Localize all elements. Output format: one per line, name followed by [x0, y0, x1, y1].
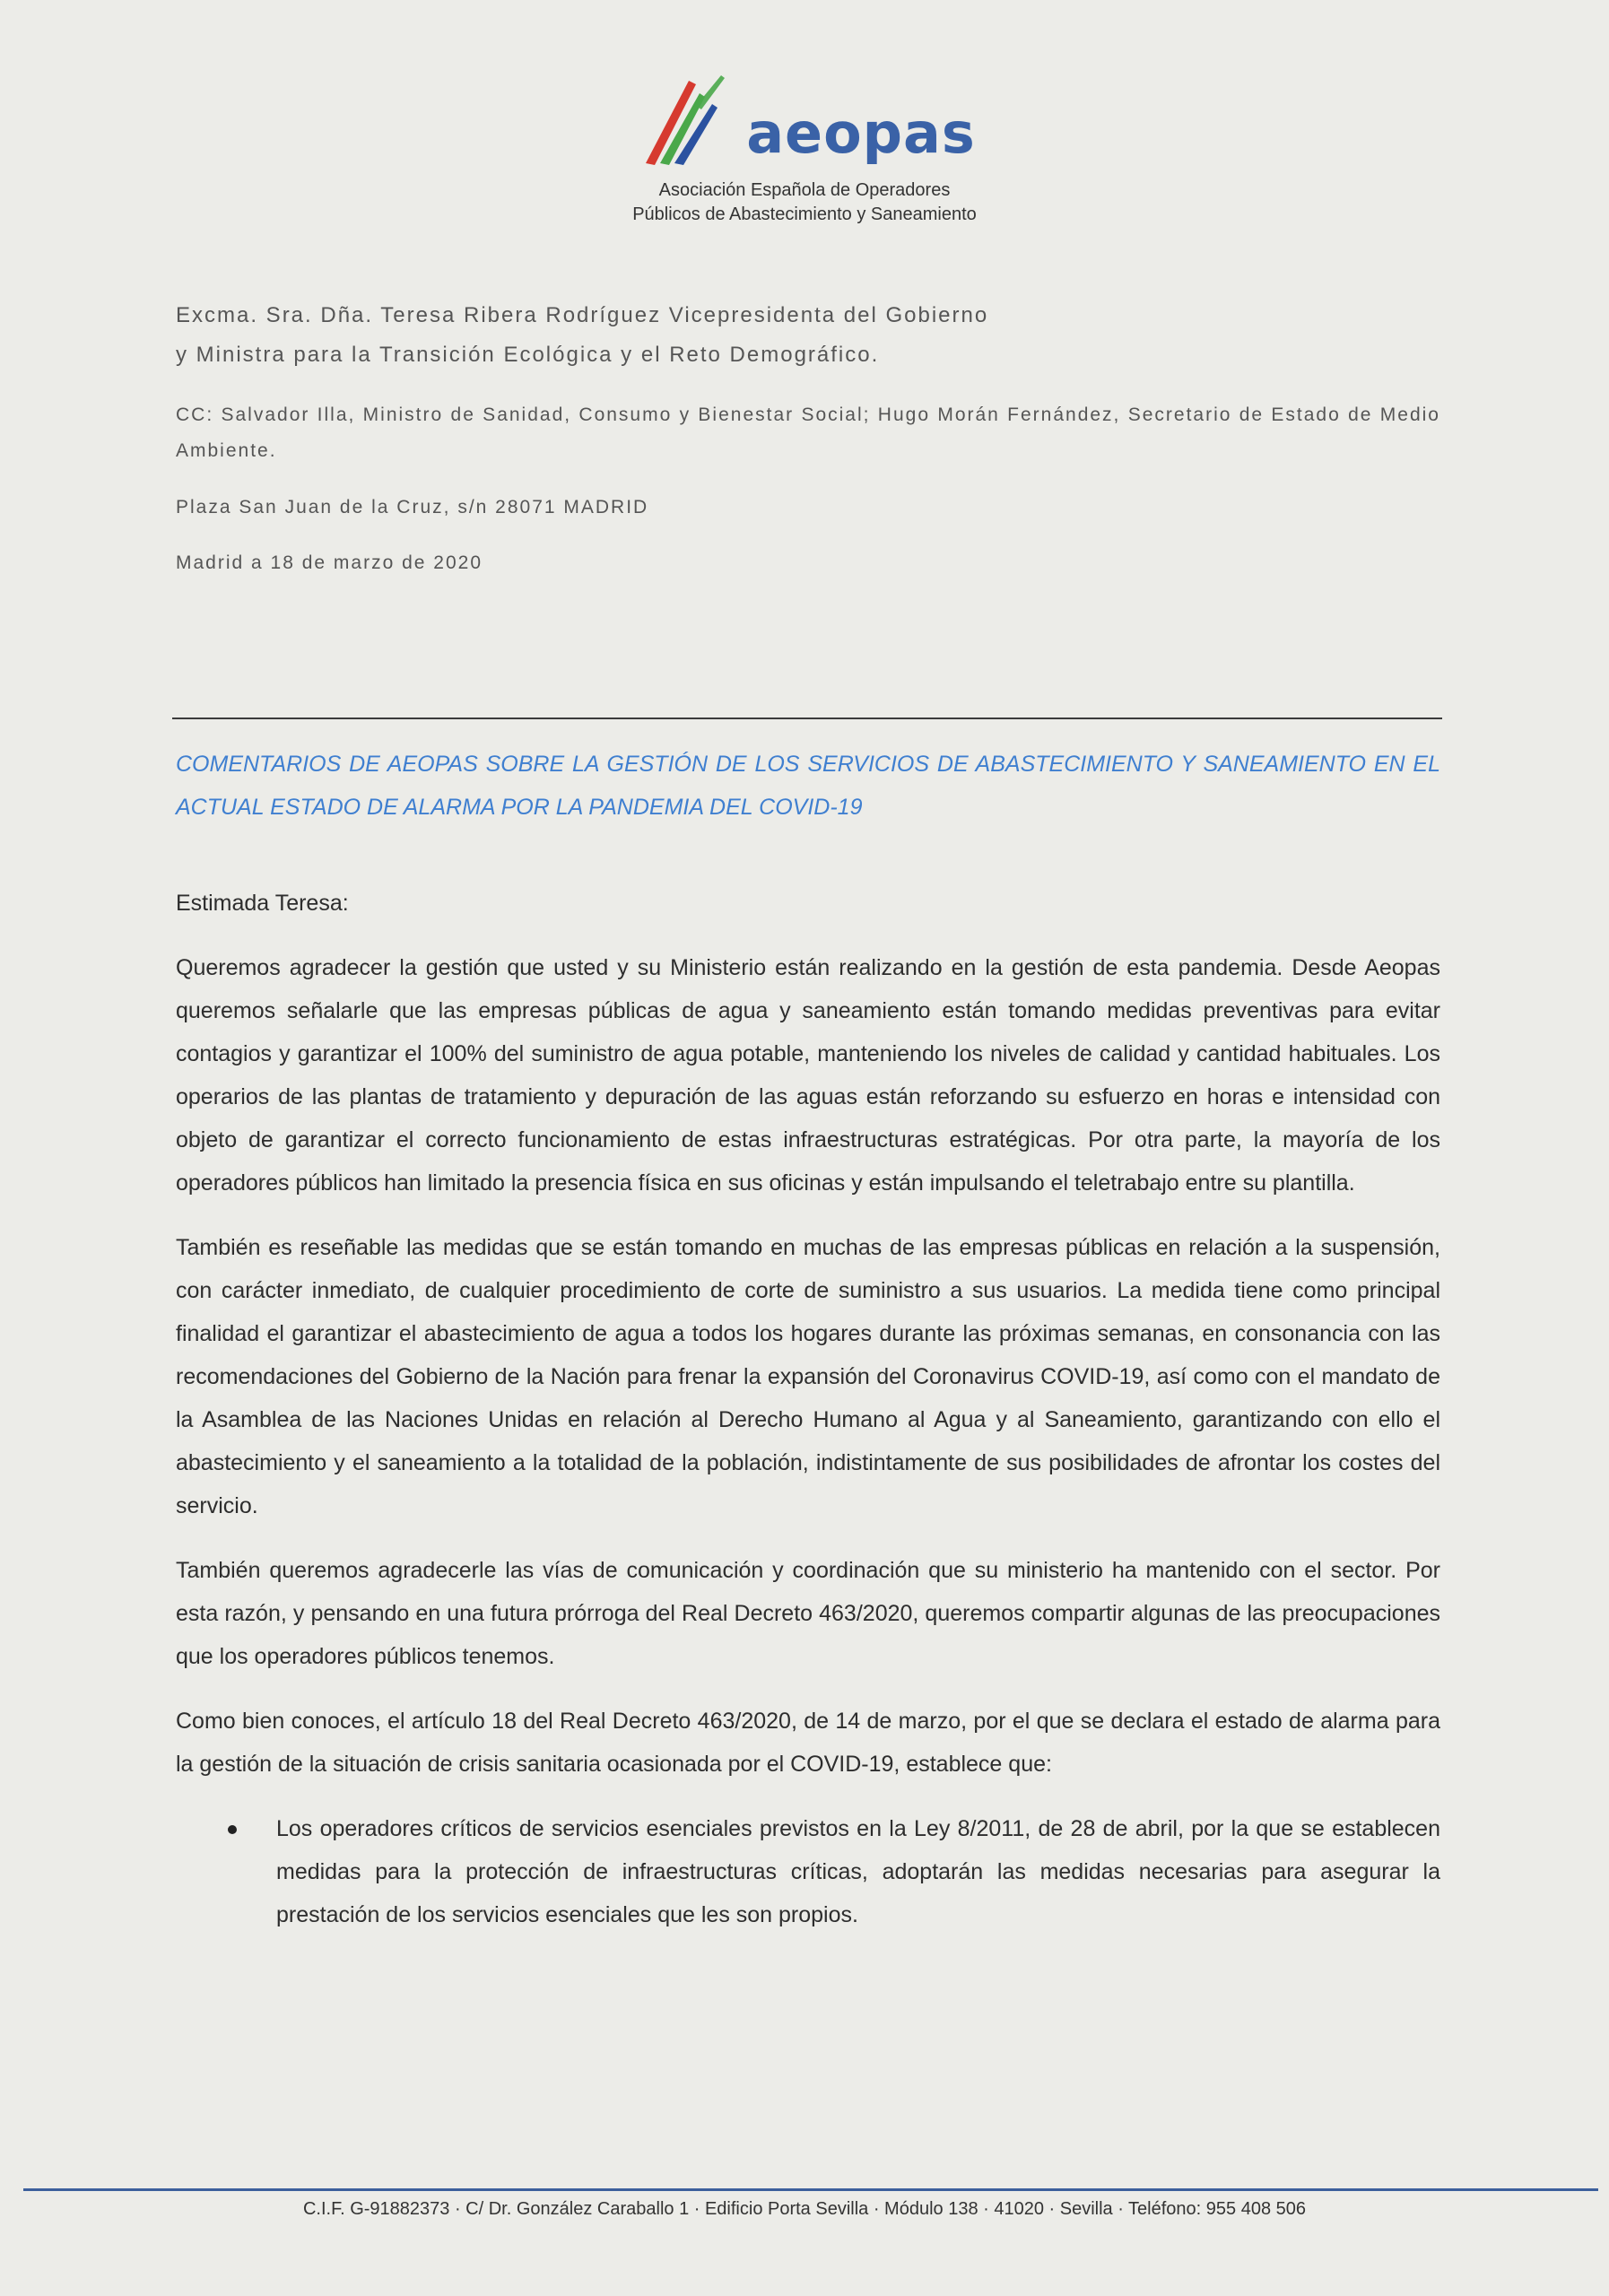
logo-subtitle-line1: Asociación Española de Operadores [658, 180, 951, 200]
footer-contact: C.I.F. G-91882373 · C/ Dr. González Caraballo 1 · Edificio Porta Sevilla · Módulo 138 · 41020 · Sevilla · Teléfono: 955 408 506 [302, 2199, 1307, 2219]
letter-body [176, 882, 1440, 1936]
date-line: Madrid a 18 de marzo de 2020 [176, 552, 483, 573]
address-line: Plaza San Juan de la Cruz, s/n 28071 MADRID [176, 497, 649, 517]
body-paragraph: Como bien conoces, el artículo 18 del Real Decreto 463/2020, de 14 de marzo, por el que se declara el estado de alarma para la gestión de la situación de crisis sanitaria ocasionada por el COVID-19, establece que: [176, 1709, 1440, 1777]
body-paragraph: También queremos agradecerle las vías de comunicación y coordinación que su ministerio ha mantenido con el sector. Por esta razón, y pensando en una futura prórroga del Real Decreto 463/2020, queremos compartir algunas de las preocupaciones que los operadores públicos tenemos. [176, 1558, 1440, 1669]
aeopas-logo-mark-icon [633, 70, 741, 169]
recipient-line2: y Ministra para la Transición Ecológica y el Reto Demográfico. [176, 343, 880, 367]
divider [172, 718, 1442, 719]
bullet-item: Los operadores críticos de servicios esenciales previstos en la Ley 8/2011, de 28 de abril, por la que se establecen medidas para la protección de infraestructuras críticas, adoptarán las medidas necesarias para asegurar la prestación de los servicios esenciales que les son propios. [176, 1807, 1440, 1936]
logo-wordmark: aeopas [746, 100, 976, 166]
greeting: Estimada Teresa: [176, 891, 349, 916]
logo-subtitle [0, 178, 1609, 227]
subject-heading: COMENTARIOS DE AEOPAS SOBRE LA GESTIÓN DE LOS SERVICIOS DE ABASTECIMIENTO Y SANEAMIENTO EN EL ACTUAL ESTADO DE ALARMA POR LA PANDEMIA DEL COVID-19 [176, 752, 1440, 820]
cc-line: CC: Salvador Illa, Ministro de Sanidad, Consumo y Bienestar Social; Hugo Morán Fernández, Secretario de Estado de Medio Ambiente. [176, 404, 1440, 461]
aeopas-logo [0, 70, 1609, 227]
recipient-block [176, 296, 1440, 375]
recipient-line1: Excma. Sra. Dña. Teresa Ribera Rodríguez Vicepresidenta del Gobierno [176, 303, 989, 327]
logo-subtitle-line2: Públicos de Abastecimiento y Saneamiento [632, 204, 977, 224]
footer-divider [23, 2188, 1598, 2191]
body-paragraph: Queremos agradecer la gestión que usted y su Ministerio están realizando en la gestión de esta pandemia. Desde Aeopas queremos señalarle que las empresas públicas de agua y saneamiento están tomando medidas preventivas para evitar contagios y garantizar el 100% del suministro de agua potable, manteniendo los niveles de calidad y cantidad habituales. Los operarios de las plantas de tratamiento y depuración de las aguas están reforzando su esfuerzo en horas e intensidad con objeto de garantizar el correcto funcionamiento de estas infraestructuras estratégicas. Por otra parte, la mayoría de los operadores públicos han limitado la presencia física en sus oficinas y están impulsando el teletrabajo entre su plantilla. [176, 955, 1440, 1196]
body-paragraph: También es reseñable las medidas que se están tomando en muchas de las empresas públicas en relación a la suspensión, con carácter inmediato, de cualquier procedimiento de corte de suministro a sus usuarios. La medida tiene como principal finalidad el garantizar el abastecimiento de agua a todos los hogares durante las próximas semanas, en consonancia con las recomendaciones del Gobierno de la Nación para frenar la expansión del Coronavirus COVID-19, así como con el mandato de la Asamblea de las Naciones Unidas en relación al Derecho Humano al Agua y al Saneamiento, garantizando con ello el abastecimiento y el saneamiento a la totalidad de la población, indistintamente de sus posibilidades de afrontar los costes del servicio. [176, 1235, 1440, 1518]
bullet-list [176, 1807, 1440, 1936]
